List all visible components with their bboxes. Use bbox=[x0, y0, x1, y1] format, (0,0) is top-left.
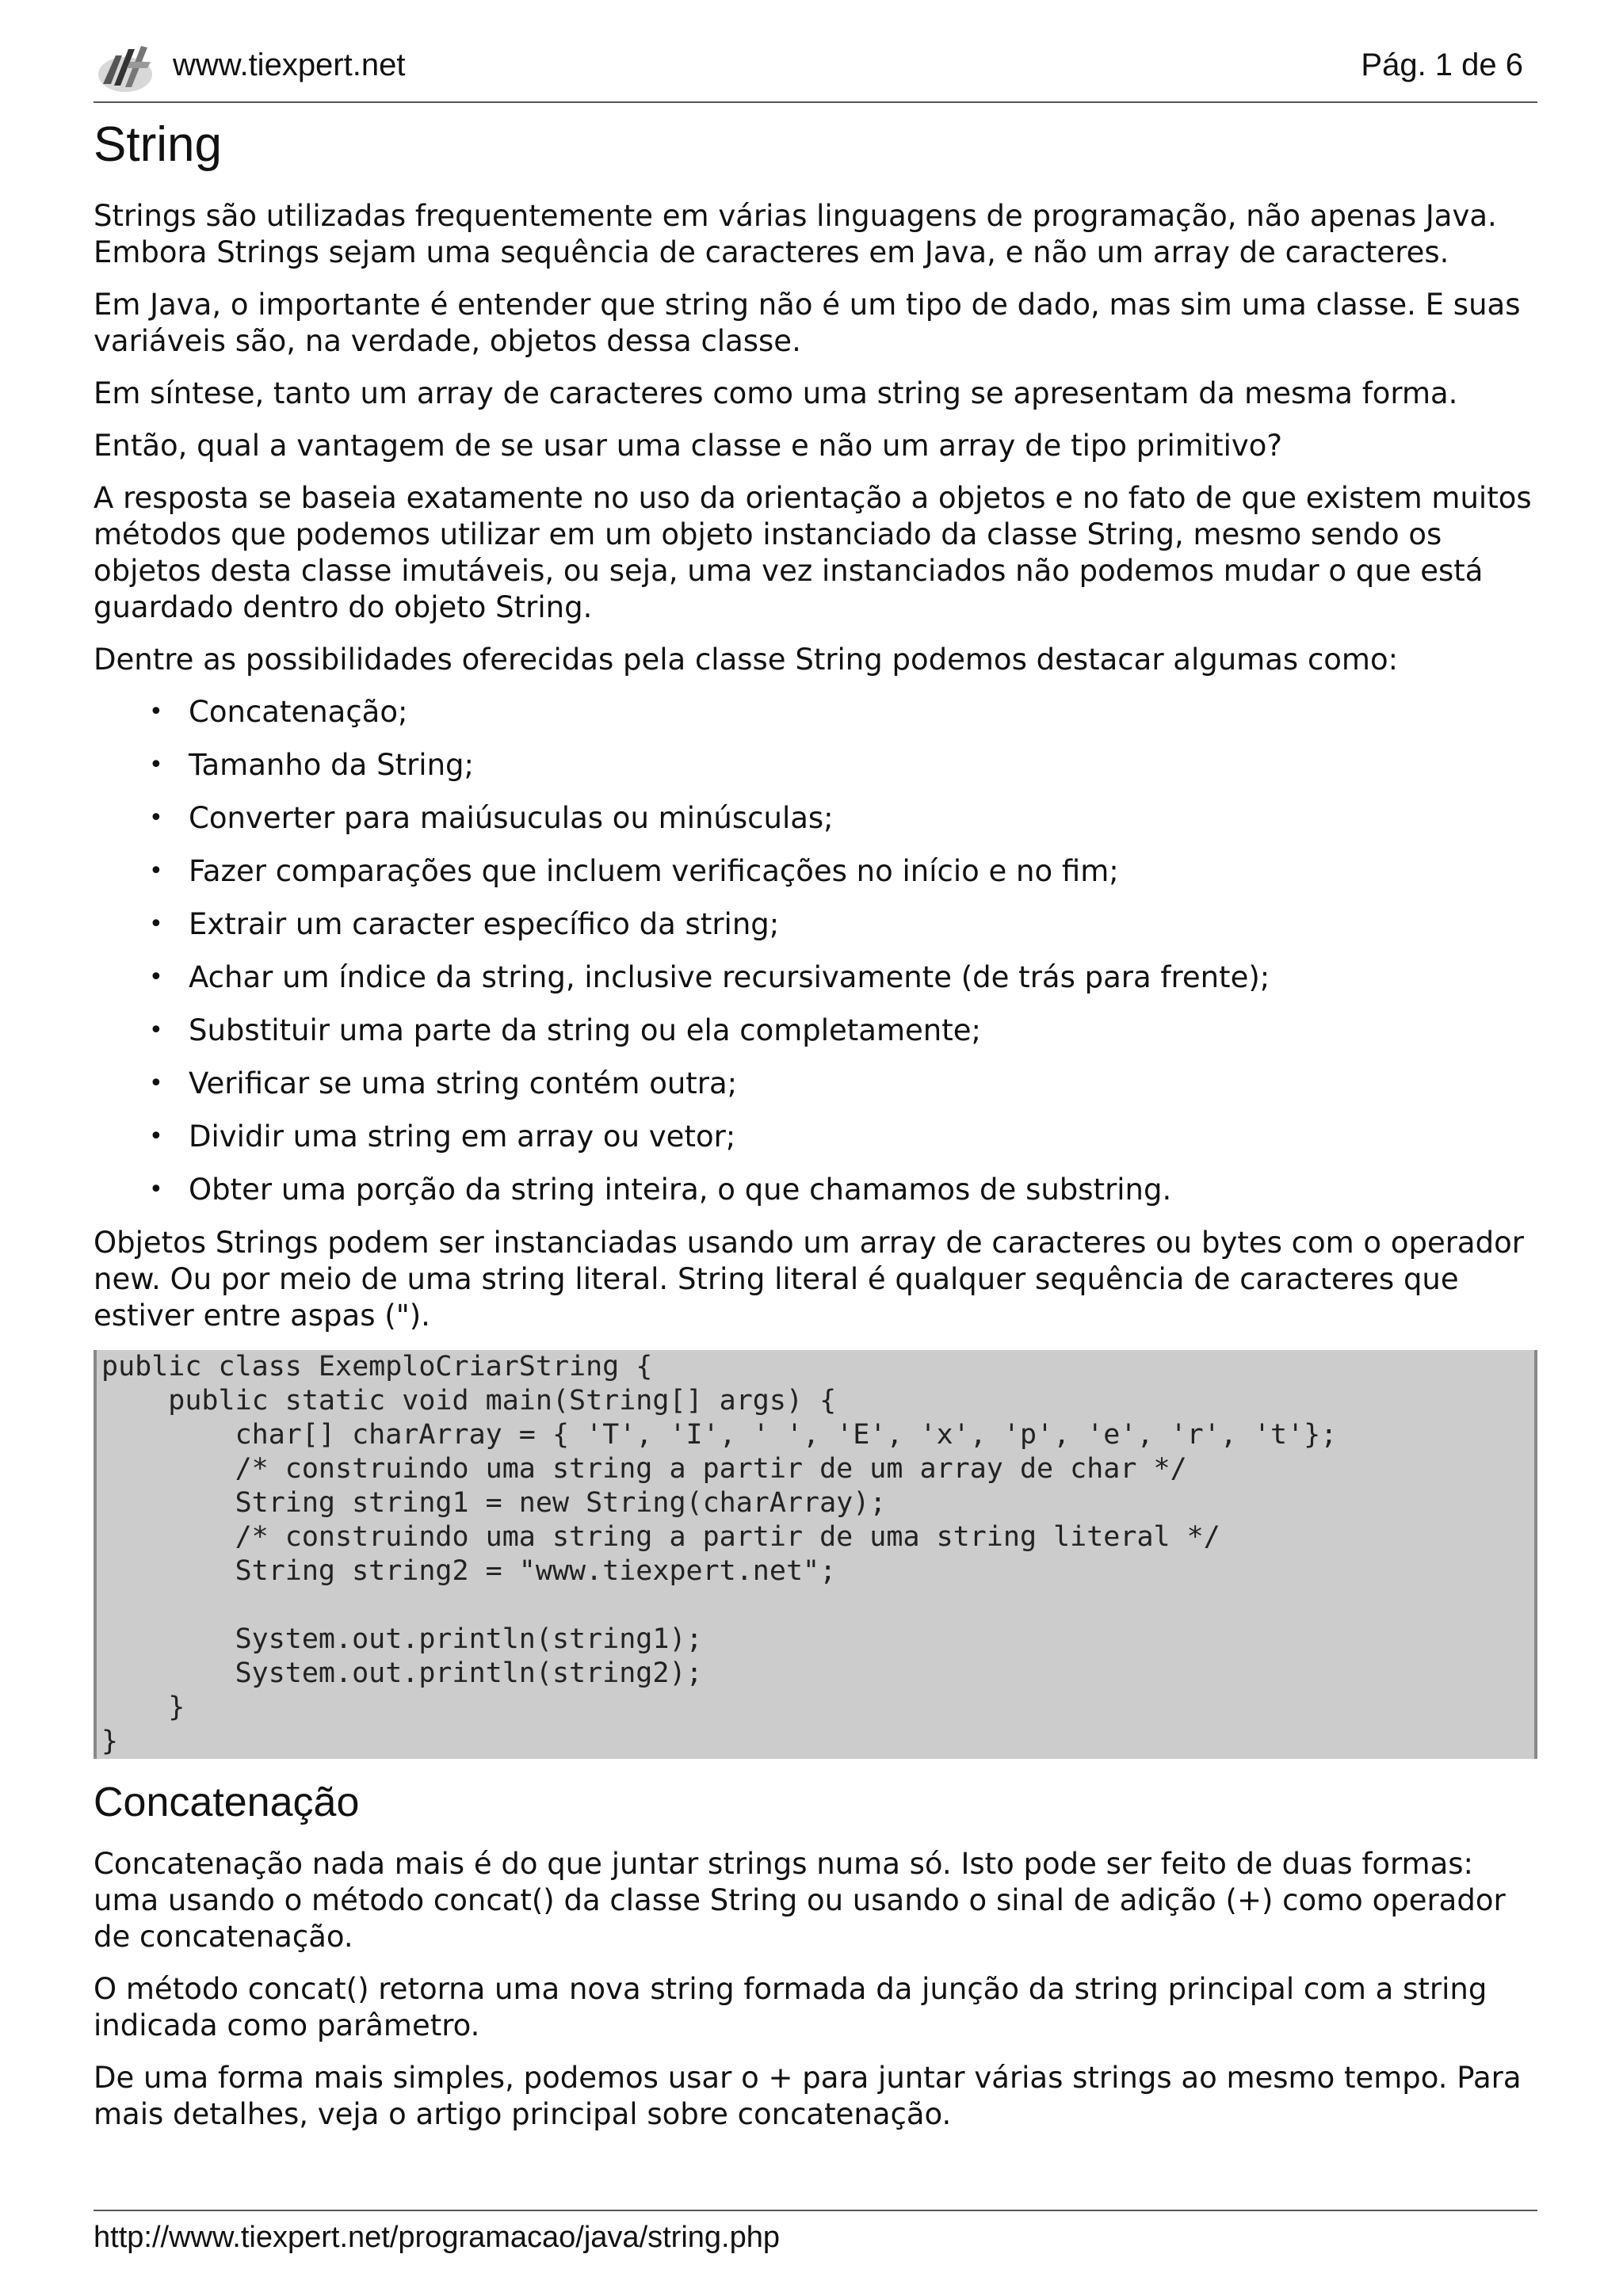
bullet-icon: • bbox=[149, 1123, 163, 1150]
paragraph: O método concat() retorna uma nova string formada da junção da string principal com a string indicada como parâmetro. bbox=[94, 1972, 1487, 2042]
list-item-text: Dividir uma string em array ou vetor; bbox=[189, 1119, 736, 1154]
list-item bbox=[149, 800, 1537, 837]
list-item bbox=[149, 1013, 1537, 1049]
paragraph: Então, qual a vantagem de se usar uma classe e não um array de tipo primitivo? bbox=[94, 429, 1283, 463]
header-site-name: www.tiexpert.net bbox=[173, 48, 406, 82]
code-line: public class ExemploCriarString { bbox=[101, 1351, 653, 1383]
document-body bbox=[94, 109, 1537, 2149]
paragraph: Concatenação nada mais é do que juntar strings numa só. Isto pode ser feito de duas formas: uma usando o método concat() da classe String ou usando o sinal de adição (+) como operador de concatenação. bbox=[94, 1847, 1506, 1954]
list-item bbox=[149, 1119, 1537, 1155]
footer-url: http://www.tiexpert.net/programacao/java/string.php bbox=[94, 2221, 781, 2254]
tiexpert-logo-icon bbox=[95, 38, 155, 98]
bullet-icon: • bbox=[149, 1070, 163, 1097]
paragraph: Objetos Strings podem ser instanciadas usando um array de caracteres ou bytes com o operador new. Ou por meio de uma string literal. String literal é qualquer sequência de caracteres que estiver entre aspas ("). bbox=[94, 1226, 1524, 1333]
code-line: } bbox=[101, 1726, 119, 1757]
bullet-icon: • bbox=[149, 910, 163, 938]
code-line: char[] charArray = { 'T', 'I', ' ', 'E', 'x', 'p', 'e', 'r', 't'}; bbox=[101, 1419, 1338, 1451]
list-item bbox=[149, 959, 1537, 996]
list-item bbox=[149, 853, 1537, 890]
page-footer bbox=[94, 2210, 1537, 2255]
list-item bbox=[149, 1066, 1537, 1102]
code-line: /* construindo uma string a partir de uma string literal */ bbox=[101, 1521, 1220, 1553]
paragraph: Em Java, o importante é entender que string não é um tipo de dado, mas sim uma classe. E suas variáveis são, na verdade, objetos dessa classe. bbox=[94, 288, 1521, 358]
page-header bbox=[94, 38, 1537, 103]
code-line: /* construindo uma string a partir de um array de char */ bbox=[101, 1453, 1187, 1485]
list-item bbox=[149, 906, 1537, 943]
bullet-icon: • bbox=[149, 698, 163, 726]
paragraph: A resposta se baseia exatamente no uso da orientação a objetos e no fato de que existem muitos métodos que podemos utilizar em um objeto instanciado da classe String, mesmo sendo os objetos desta classe imutáveis, ou seja, uma vez instanciados não podemos mudar o que está guardado dentro do objeto String. bbox=[94, 481, 1532, 624]
section-heading: Concatenação bbox=[94, 1779, 360, 1825]
bullet-icon: • bbox=[149, 804, 163, 832]
bullet-icon: • bbox=[149, 751, 163, 779]
code-line: } bbox=[101, 1691, 185, 1723]
list-item bbox=[149, 694, 1537, 730]
list-item-text: Tamanho da String; bbox=[189, 748, 474, 782]
list-item-text: Extrair um caracter específico da string; bbox=[189, 907, 780, 941]
list-item-text: Fazer comparações que incluem verificações no início e no fim; bbox=[189, 854, 1119, 888]
code-line: public static void main(String[] args) { bbox=[101, 1385, 837, 1417]
paragraph: Dentre as possibilidades oferecidas pela classe String podemos destacar algumas como: bbox=[94, 643, 1399, 677]
list-item-text: Substituir uma parte da string ou ela completamente; bbox=[189, 1013, 981, 1047]
bullet-icon: • bbox=[149, 1016, 163, 1044]
paragraph: De uma forma mais simples, podemos usar o + para juntar várias strings ao mesmo tempo. Para mais detalhes, veja o artigo principal sobre concatenação. bbox=[94, 2061, 1522, 2131]
list-item-text: Achar um índice da string, inclusive recursivamente (de trás para frente); bbox=[189, 960, 1270, 994]
page-title: String bbox=[94, 117, 222, 172]
code-line: String string1 = new String(charArray); bbox=[101, 1487, 887, 1519]
list-item bbox=[149, 747, 1537, 784]
code-block bbox=[94, 1350, 1537, 1759]
list-item bbox=[149, 1172, 1537, 1208]
list-item-text: Concatenação; bbox=[189, 695, 408, 729]
code-line: System.out.println(string2); bbox=[101, 1657, 703, 1689]
paragraph: Em síntese, tanto um array de caracteres como uma string se apresentam da mesma forma. bbox=[94, 376, 1458, 410]
code-line: String string2 = "www.tiexpert.net"; bbox=[101, 1555, 837, 1587]
list-item-text: Converter para maiúsuculas ou minúsculas; bbox=[189, 801, 834, 835]
bullet-icon: • bbox=[149, 1176, 163, 1203]
list-item-text: Verificar se uma string contém outra; bbox=[189, 1066, 738, 1100]
header-page-number: Pág. 1 de 6 bbox=[1361, 48, 1523, 82]
code-line: System.out.println(string1); bbox=[101, 1623, 703, 1655]
list-item-text: Obter uma porção da string inteira, o que chamamos de substring. bbox=[189, 1173, 1172, 1207]
feature-list bbox=[94, 694, 1537, 1208]
bullet-icon: • bbox=[149, 857, 163, 885]
bullet-icon: • bbox=[149, 963, 163, 991]
code-line bbox=[101, 1589, 1529, 1623]
paragraph: Strings são utilizadas frequentemente em várias linguagens de programação, não apenas Java. Embora Strings sejam uma sequência de caracteres em Java, e não um array de caracteres. bbox=[94, 199, 1497, 269]
